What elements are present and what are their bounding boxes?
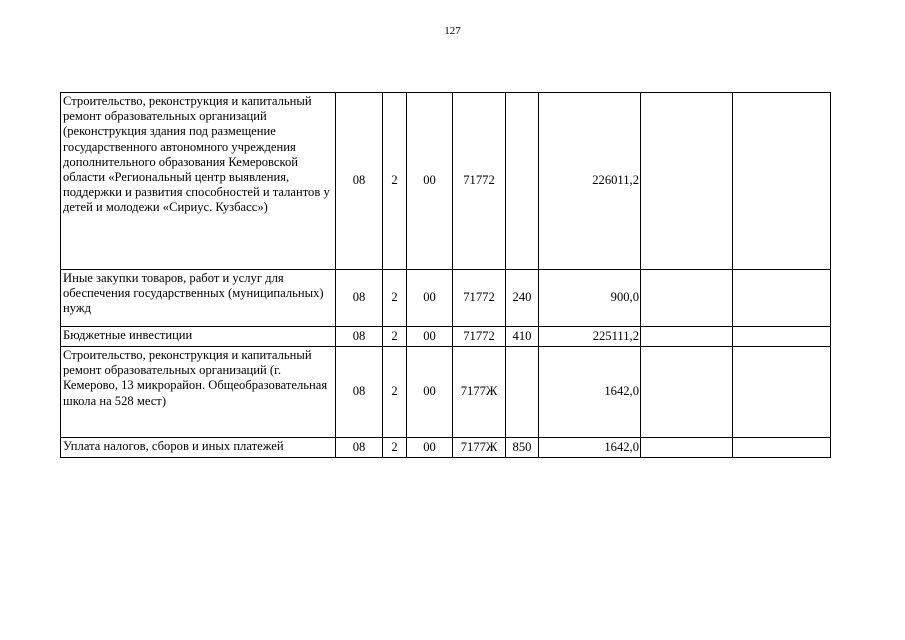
program-cell: 00 [407, 327, 453, 347]
row-name: Бюджетные инвестиции [61, 327, 336, 347]
expense-type-cell [506, 93, 539, 270]
extra-cell-1 [641, 327, 733, 347]
section-cell: 08 [336, 438, 383, 458]
article-cell: 71772 [453, 93, 506, 270]
table-row [61, 93, 831, 270]
expense-type-cell: 410 [506, 327, 539, 347]
table-row [61, 438, 831, 458]
program-cell: 00 [407, 438, 453, 458]
amount-cell: 1642,0 [539, 347, 641, 438]
subsection-cell: 2 [383, 347, 407, 438]
budget-table [60, 92, 831, 458]
program-cell: 00 [407, 347, 453, 438]
amount-cell: 900,0 [539, 270, 641, 327]
extra-cell-2 [733, 327, 831, 347]
table-row [61, 327, 831, 347]
program-cell: 00 [407, 93, 453, 270]
extra-cell-1 [641, 93, 733, 270]
subsection-cell: 2 [383, 327, 407, 347]
section-cell: 08 [336, 93, 383, 270]
program-cell: 00 [407, 270, 453, 327]
page-number: 127 [444, 25, 461, 37]
section-cell: 08 [336, 347, 383, 438]
amount-cell: 225111,2 [539, 327, 641, 347]
extra-cell-2 [733, 93, 831, 270]
subsection-cell: 2 [383, 270, 407, 327]
article-cell: 7177Ж [453, 438, 506, 458]
table-row [61, 347, 831, 438]
row-name: Строительство, реконструкция и капитальный ремонт образовательных организаций (г. Кемерово, 13 микрорайон. Общеобразовательная школа на 528 мест) [61, 347, 336, 438]
extra-cell-1 [641, 347, 733, 438]
article-cell: 71772 [453, 270, 506, 327]
article-cell: 7177Ж [453, 347, 506, 438]
expense-type-cell [506, 347, 539, 438]
row-name: Иные закупки товаров, работ и услуг для обеспечения государственных (муниципальных) нужд [61, 270, 336, 327]
section-cell: 08 [336, 270, 383, 327]
row-name: Строительство, реконструкция и капитальный ремонт образовательных организаций (реконструкция здания под размещение государственного автономного учреждения дополнительного образования Кемеровской области «Региональный центр выявления, поддержки и развития способностей и талантов у детей и молодежи «Сириус. Кузбасс») [61, 93, 336, 270]
table-row [61, 270, 831, 327]
row-name: Уплата налогов, сборов и иных платежей [61, 438, 336, 458]
extra-cell-2 [733, 438, 831, 458]
amount-cell: 226011,2 [539, 93, 641, 270]
section-cell: 08 [336, 327, 383, 347]
extra-cell-1 [641, 270, 733, 327]
subsection-cell: 2 [383, 438, 407, 458]
subsection-cell: 2 [383, 93, 407, 270]
amount-cell: 1642,0 [539, 438, 641, 458]
extra-cell-2 [733, 270, 831, 327]
expense-type-cell: 850 [506, 438, 539, 458]
article-cell: 71772 [453, 327, 506, 347]
expense-type-cell: 240 [506, 270, 539, 327]
extra-cell-1 [641, 438, 733, 458]
extra-cell-2 [733, 347, 831, 438]
